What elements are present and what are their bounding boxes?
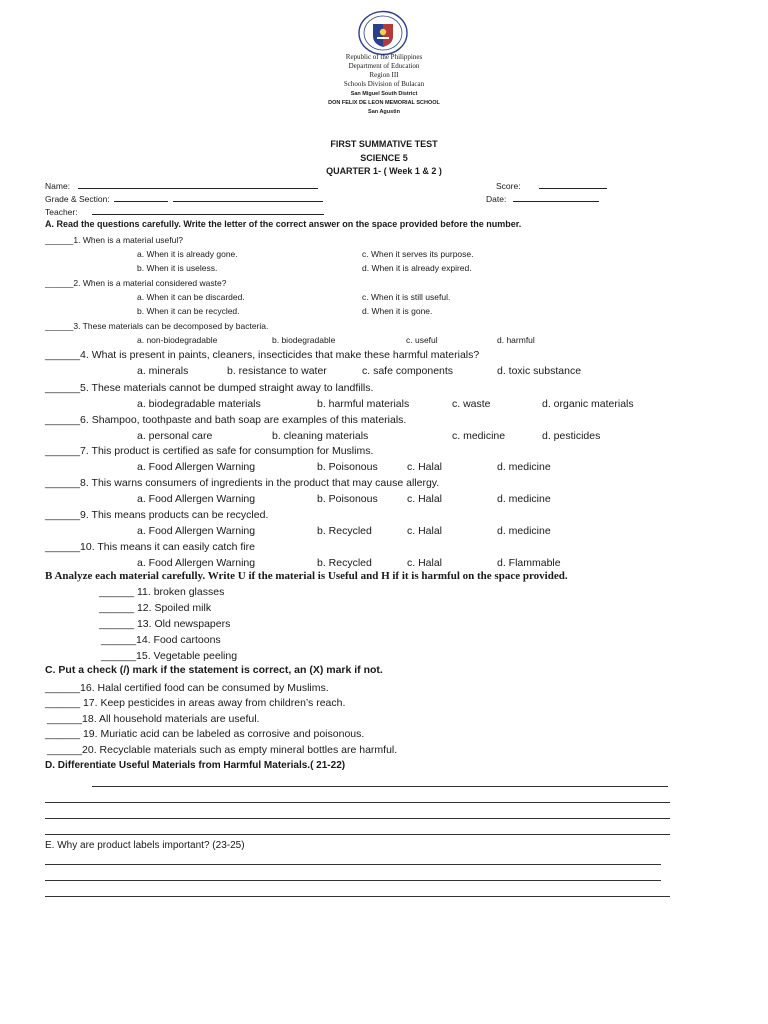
- q4-option-b: b. resistance to water: [227, 365, 327, 377]
- q9-option-a: a. Food Allergen Warning: [137, 525, 256, 537]
- score-field[interactable]: [496, 180, 607, 192]
- q7-option-b: b. Poisonous: [317, 461, 378, 473]
- q2-option-b: b. When it can be recycled.: [137, 306, 240, 316]
- q1-option-b: b. When it is useless.: [137, 263, 218, 273]
- question-5[interactable]: [45, 381, 373, 395]
- q5-option-c: c. waste: [452, 398, 491, 410]
- teacher-field[interactable]: [45, 206, 324, 218]
- question-4[interactable]: [45, 348, 479, 362]
- q10-option-c: c. Halal: [407, 557, 443, 569]
- q4-option-a: a. minerals: [137, 365, 189, 377]
- q9-option-b: b. Recycled: [317, 525, 372, 537]
- q6-option-a: a. personal care: [137, 430, 213, 442]
- answer-line-d2[interactable]: [45, 802, 670, 803]
- name-field[interactable]: [45, 180, 318, 192]
- item-16[interactable]: ______16. Halal certified food can be consumed by Muslims.: [45, 682, 329, 694]
- q3-option-a: a. non-biodegradable: [137, 335, 218, 345]
- question-6[interactable]: [45, 413, 406, 427]
- part-d-instruction: D. Differentiate Useful Materials from Harmful Materials.( 21-22): [45, 760, 346, 771]
- deped-seal-icon: [357, 10, 409, 56]
- item-14[interactable]: ______14. Food cartoons: [101, 634, 221, 646]
- item-17[interactable]: ______ 17. Keep pesticides in areas away from children’s reach.: [45, 697, 346, 709]
- answer-line-e3[interactable]: [45, 896, 670, 897]
- q4-option-c: c. safe components: [362, 365, 454, 377]
- q9-option-c: c. Halal: [407, 525, 443, 537]
- q8-option-c: c. Halal: [407, 493, 443, 505]
- item-12[interactable]: ______ 12. Spoiled milk: [99, 602, 212, 614]
- answer-blank-9[interactable]: ______: [45, 509, 81, 521]
- q9-option-d: d. medicine: [497, 525, 551, 537]
- part-c-instruction: C. Put a check (/) mark if the statement is correct, an (X) mark if not.: [45, 664, 383, 676]
- question-3-text: 3. These materials can be decomposed by bacteria.: [73, 321, 269, 331]
- q7-option-d: d. medicine: [497, 461, 551, 473]
- teacher-line: [92, 206, 324, 215]
- section-line: [173, 193, 323, 202]
- q8-option-a: a. Food Allergen Warning: [137, 493, 256, 505]
- question-1-text: 1. When is a material useful?: [73, 235, 183, 245]
- question-7-text: 7. This product is certified as safe for consumption for Muslims.: [80, 445, 374, 457]
- question-7[interactable]: [45, 444, 373, 458]
- question-3[interactable]: [45, 320, 268, 332]
- q10-option-a: a. Food Allergen Warning: [137, 557, 256, 569]
- q5-option-b: b. harmful materials: [317, 398, 410, 410]
- header-department: Department of Education: [348, 62, 420, 70]
- question-4-text: 4. What is present in paints, cleaners, insecticides that make these harmful materials?: [80, 349, 480, 361]
- question-10-text: 10. This means it can easily catch fire: [80, 541, 255, 553]
- part-a-instruction: A. Read the questions carefully. Write the letter of the correct answer on the space provided before the number.: [45, 219, 522, 229]
- test-title: FIRST SUMMATIVE TEST: [330, 139, 438, 149]
- question-2[interactable]: [45, 277, 226, 289]
- q6-option-c: c. medicine: [452, 430, 506, 442]
- score-line: [539, 180, 607, 189]
- part-b-instruction: B Analyze each material carefully. Write U if the material is Useful and H if it is harmful on the space provided.: [45, 570, 568, 582]
- answer-line-e2[interactable]: [45, 880, 661, 881]
- question-10[interactable]: [45, 540, 255, 554]
- header-republic: Republic of the Philippines: [345, 53, 423, 61]
- answer-blank-4[interactable]: ______: [45, 349, 81, 361]
- answer-blank-5[interactable]: ______: [45, 382, 81, 394]
- answer-blank-6[interactable]: ______: [45, 414, 81, 426]
- question-8[interactable]: [45, 476, 439, 490]
- answer-blank-3[interactable]: ______: [45, 321, 74, 331]
- answer-blank-1[interactable]: ______: [45, 235, 74, 245]
- answer-blank-8[interactable]: ______: [45, 477, 81, 489]
- header-division: Schools Division of Bulacan: [343, 80, 425, 88]
- header-region: Region III: [369, 71, 399, 79]
- item-13[interactable]: ______ 13. Old newspapers: [99, 618, 231, 630]
- q8-option-b: b. Poisonous: [317, 493, 378, 505]
- q8-option-d: d. medicine: [497, 493, 551, 505]
- q1-option-d: d. When it is already expired.: [362, 263, 472, 273]
- quarter-title: QUARTER 1- ( Week 1 & 2 ): [326, 166, 442, 176]
- question-6-text: 6. Shampoo, toothpaste and bath soap are examples of this materials.: [80, 414, 407, 426]
- q10-option-d: d. Flammable: [497, 557, 561, 569]
- question-1[interactable]: [45, 234, 183, 246]
- q2-option-d: d. When it is gone.: [362, 306, 433, 316]
- item-18[interactable]: ______18. All household materials are useful.: [47, 713, 260, 725]
- header-district: San Miguel South District: [350, 91, 418, 97]
- q3-option-d: d. harmful: [497, 335, 535, 345]
- item-11[interactable]: ______ 11. broken glasses: [99, 586, 225, 598]
- q5-option-a: a. biodegradable materials: [137, 398, 261, 410]
- q2-option-c: c. When it is still useful.: [362, 292, 451, 302]
- grade-section-field[interactable]: [45, 193, 323, 205]
- question-9[interactable]: [45, 508, 268, 522]
- q1-option-c: c. When it serves its purpose.: [362, 249, 474, 259]
- score-label: Score:: [496, 181, 521, 191]
- part-e-instruction: E. Why are product labels important? (23-25): [45, 840, 245, 851]
- q7-option-a: a. Food Allergen Warning: [137, 461, 256, 473]
- q5-option-d: d. organic materials: [542, 398, 634, 410]
- date-line: [513, 193, 599, 202]
- q3-option-c: c. useful: [406, 335, 438, 345]
- q6-option-d: d. pesticides: [542, 430, 601, 442]
- q6-option-b: b. cleaning materials: [272, 430, 369, 442]
- question-5-text: 5. These materials cannot be dumped straight away to landfills.: [80, 382, 374, 394]
- answer-line-d1[interactable]: [92, 786, 668, 787]
- name-line: [78, 180, 318, 189]
- answer-line-d3[interactable]: [45, 818, 670, 819]
- answer-line-d4[interactable]: [45, 834, 670, 835]
- answer-blank-2[interactable]: ______: [45, 278, 74, 288]
- item-15[interactable]: ______15. Vegetable peeling: [101, 650, 238, 662]
- header-barangay: San Agustin: [368, 109, 400, 115]
- header-school: DON FELIX DE LEON MEMORIAL SCHOOL: [328, 100, 440, 106]
- name-label: Name:: [45, 181, 71, 191]
- answer-blank-7[interactable]: ______: [45, 445, 81, 457]
- q2-option-a: a. When it can be discarded.: [137, 292, 245, 302]
- q10-option-b: b. Recycled: [317, 557, 372, 569]
- item-19[interactable]: ______ 19. Muriatic acid can be labeled as corrosive and poisonous.: [45, 728, 365, 740]
- q7-option-c: c. Halal: [407, 461, 443, 473]
- question-8-text: 8. This warns consumers of ingredients in the product that may cause allergy.: [80, 477, 440, 489]
- subject-title: SCIENCE 5: [360, 153, 408, 163]
- date-label: Date:: [486, 194, 507, 204]
- question-2-text: 2. When is a material considered waste?: [73, 278, 227, 288]
- grade-line: [114, 193, 168, 202]
- teacher-label: Teacher:: [45, 207, 78, 217]
- date-field[interactable]: [486, 193, 599, 205]
- answer-line-e1[interactable]: [45, 864, 661, 865]
- q3-option-b: b. biodegradable: [272, 335, 336, 345]
- grade-section-label: Grade & Section:: [45, 194, 110, 204]
- item-20[interactable]: ______20. Recyclable materials such as empty mineral bottles are harmful.: [47, 744, 398, 756]
- question-9-text: 9. This means products can be recycled.: [80, 509, 269, 521]
- answer-blank-10[interactable]: ______: [45, 541, 81, 553]
- q4-option-d: d. toxic substance: [497, 365, 582, 377]
- q1-option-a: a. When it is already gone.: [137, 249, 238, 259]
